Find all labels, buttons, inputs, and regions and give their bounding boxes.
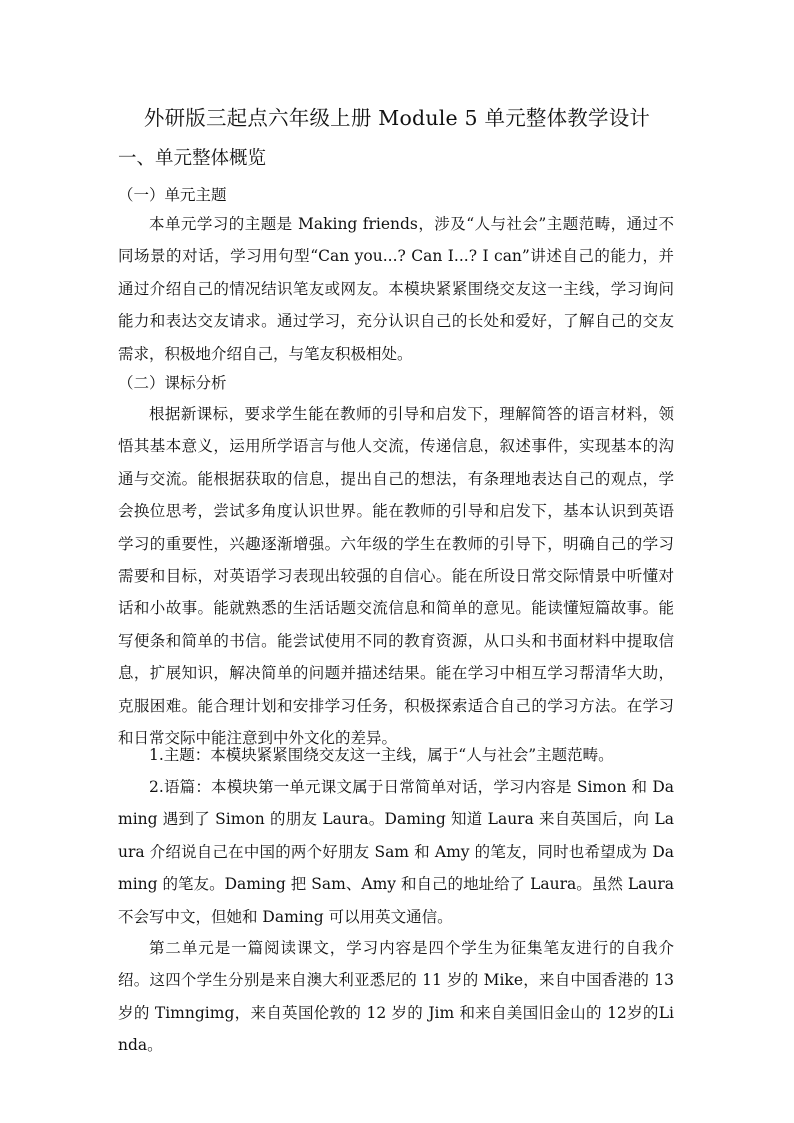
paragraph-item-topic: 1.主题：本模块紧紧围绕交友这一主线，属于“人与社会”主题范畴。 [149, 746, 614, 764]
subsection-heading-curriculum: （二）课标分析 [118, 374, 227, 392]
paragraph-curriculum: 根据新课标，要求学生能在教师的引导和启发下，理解简答的语言材料，领悟其基本意义，运用所学语言与他人交流，传递信息，叙述事件，实现基本的沟通与交流。能根据获取的信息，提出自己的想法，有条理地表达自己的观点，学会换位思考，尝试多角度认识世界。能在教师的引导和启发下，基本认识到英语学习的重要性，兴趣逐渐增强。六年级的学生在教师的引导下，明确自己的学习需要和目标，对英语学习表现出较强的自信心。能在所设日常交际情景中听懂对话和小故事。能就熟悉的生活话题交流信息和简单的意见。能读懂短篇故事。能写便条和简单的书信。能尝试使用不同的教育资源，从口头和书面材料中提取信息，扩展知识，解决简单的问题并描述结果。能在学习中相互学习帮清华大助，克服困难。能合理计划和安排学习任务，积极探索适合自己的学习方法。在学习和日常交际中能注意到中外文化的差异。 [118, 405, 674, 748]
paragraph-theme: 本单元学习的主题是 Making friends，涉及“人与社会”主题范畴，通过不同场景的对话，学习用句型“Can you...? Can I...? I can”讲述自己的能力，并通过介绍自己的情况结识笔友或网友。本模块紧紧围绕交友这一主线，学习询问能力和表达交友请求。通过学习，充分认识自己的长处和爱好，了解自己的交友需求，积极地介绍自己，与笔友积极相处。 [118, 215, 674, 363]
paragraph-item-unit2: 第二单元是一篇阅读课文，学习内容是四个学生为征集笔友进行的自我介绍。这四个学生分别是来自澳大利亚悉尼的 11 岁的 Mike，来自中国香港的 13 岁的 Timngimg，来自英国伦敦的 12 岁的 Jim 和来自美国旧金山的 12岁的Linda。 [118, 939, 674, 1055]
section-heading-overview: 一、单元整体概览 [118, 148, 267, 169]
document-title: 外研版三起点六年级上册 Module 5 单元整体教学设计 [143, 106, 651, 130]
paragraph-item-text: 2.语篇：本模块第一单元课文属于日常简单对话，学习内容是 Simon 和 Daming 遇到了 Simon 的朋友 Laura。Daming 知道 Laura 来自英国后，向 Laura 介绍说自己在中国的两个好朋友 Sam 和 Amy 的笔友，同时也希望成为 Daming 的笔友。Daming 把 Sam、Amy 和自己的地址给了 Laura。虽然 Laura 不会写中文，但她和 Daming 可以用英文通信。 [118, 778, 674, 926]
subsection-heading-theme: （一）单元主题 [118, 186, 227, 204]
